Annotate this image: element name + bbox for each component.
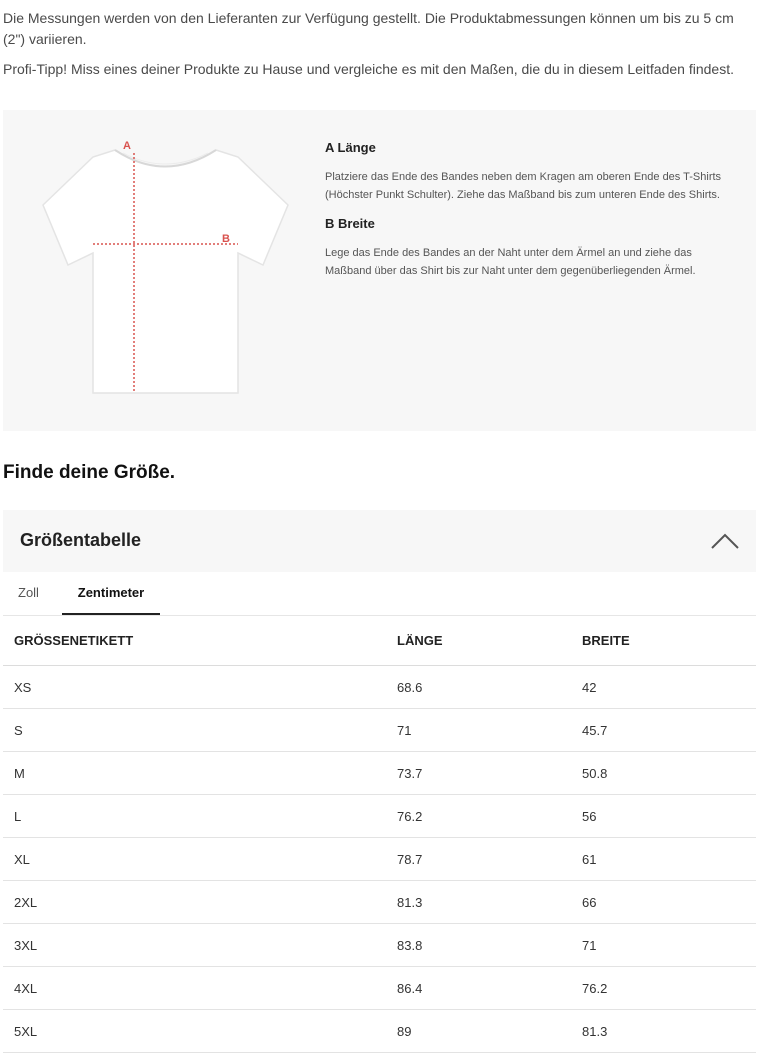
size-table xyxy=(3,616,756,1053)
pro-tip: Profi-Tipp! Miss eines deiner Produkte zu Hause und vergleiche es mit den Maßen, die du in diesem Leitfaden findest. xyxy=(3,61,734,77)
tshirt-illustration xyxy=(33,135,298,405)
size-cell: 3XL xyxy=(3,924,386,967)
table-row xyxy=(3,881,756,924)
table-row xyxy=(3,709,756,752)
length-cell: 78.7 xyxy=(386,838,571,881)
width-cell: 61 xyxy=(571,838,756,881)
table-row xyxy=(3,752,756,795)
length-cell: 76.2 xyxy=(386,795,571,838)
table-row xyxy=(3,967,756,1010)
width-cell: 42 xyxy=(571,666,756,709)
length-cell: 81.3 xyxy=(386,881,571,924)
table-row xyxy=(3,666,756,709)
table-row xyxy=(3,924,756,967)
guide-instructions xyxy=(325,140,740,292)
marker-b: B xyxy=(222,233,230,245)
length-cell: 83.8 xyxy=(386,924,571,967)
length-title: A Länge xyxy=(325,140,376,155)
width-cell: 81.3 xyxy=(571,1010,756,1053)
width-cell: 76.2 xyxy=(571,967,756,1010)
width-cell: 50.8 xyxy=(571,752,756,795)
measurement-guide xyxy=(3,110,756,431)
tab-centimeter[interactable]: Zentimeter xyxy=(62,573,160,615)
length-cell: 71 xyxy=(386,709,571,752)
length-cell: 68.6 xyxy=(386,666,571,709)
size-cell: M xyxy=(3,752,386,795)
width-description: Lege das Ende des Bandes an der Naht unter dem Ärmel an und ziehe das Maßband über das Shirt bis zur Naht unter dem gegenüberliegenden Ärmel. xyxy=(325,247,696,277)
size-cell: 4XL xyxy=(3,967,386,1010)
width-cell: 71 xyxy=(571,924,756,967)
size-cell: XS xyxy=(3,666,386,709)
size-chart-accordion[interactable] xyxy=(3,510,756,572)
tab-inch[interactable]: Zoll xyxy=(18,585,39,600)
tshirt-icon xyxy=(33,135,298,405)
size-cell: S xyxy=(3,709,386,752)
table-header-row xyxy=(3,616,756,666)
width-cell: 56 xyxy=(571,795,756,838)
intro-text xyxy=(3,8,753,89)
width-cell: 66 xyxy=(571,881,756,924)
find-size-heading: Finde deine Größe. xyxy=(3,462,176,483)
header-size-label: GRÖSSENETIKETT xyxy=(3,616,386,666)
supplier-note: Die Messungen werden von den Lieferanten zur Verfügung gestellt. Die Produktabmessungen können um bis zu 5 cm (2") variieren. xyxy=(3,10,734,47)
unit-tabs xyxy=(3,573,756,616)
size-cell: 5XL xyxy=(3,1010,386,1053)
chevron-up-icon[interactable] xyxy=(710,531,740,551)
table-row xyxy=(3,795,756,838)
header-width: BREITE xyxy=(571,616,756,666)
table-row xyxy=(3,838,756,881)
marker-a: A xyxy=(123,140,131,152)
length-cell: 73.7 xyxy=(386,752,571,795)
length-cell: 86.4 xyxy=(386,967,571,1010)
width-title: B Breite xyxy=(325,216,375,231)
size-cell: 2XL xyxy=(3,881,386,924)
table-row xyxy=(3,1010,756,1053)
accordion-title: Größentabelle xyxy=(20,530,142,550)
length-description: Platziere das Ende des Bandes neben dem Kragen am oberen Ende des T-Shirts (Höchster Punkt Schulter). Ziehe das Maßband bis zum unteren Ende des Shirts. xyxy=(325,171,722,201)
header-length: LÄNGE xyxy=(386,616,571,666)
width-cell: 45.7 xyxy=(571,709,756,752)
size-cell: XL xyxy=(3,838,386,881)
length-cell: 89 xyxy=(386,1010,571,1053)
size-cell: L xyxy=(3,795,386,838)
